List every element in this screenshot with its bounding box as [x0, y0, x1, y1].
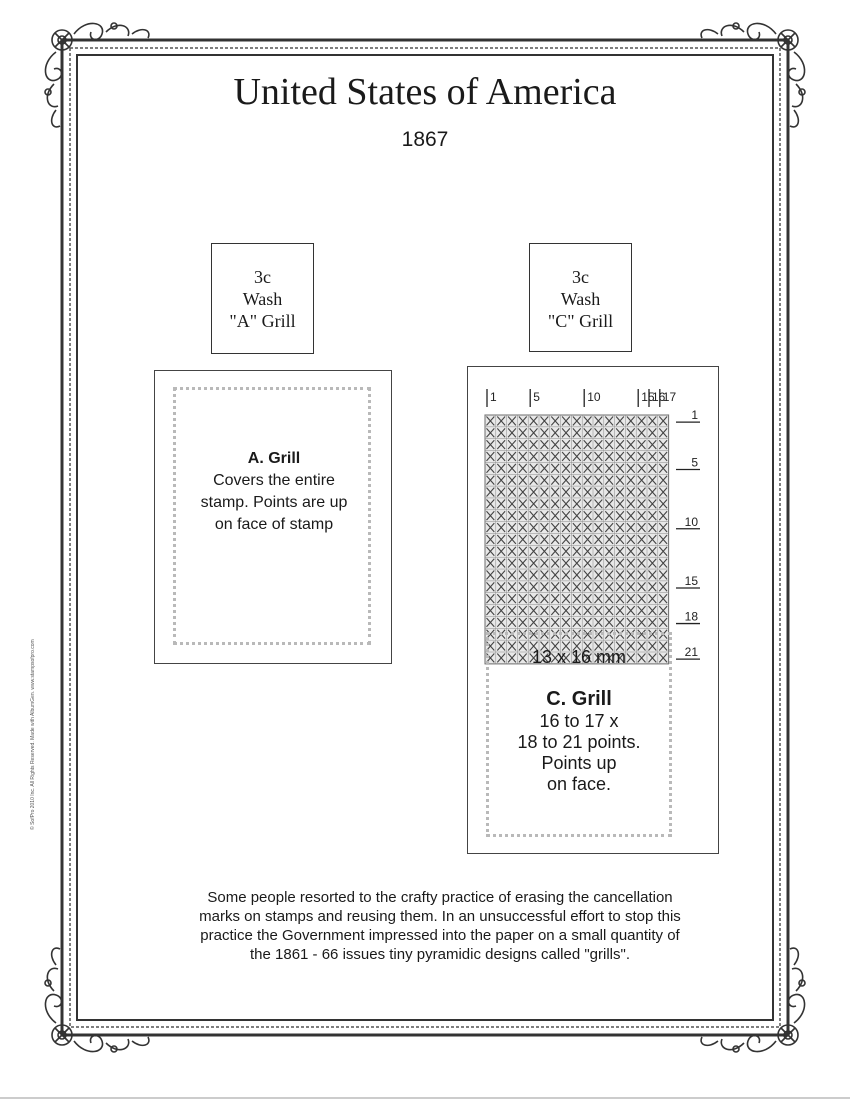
paragraph-line: marks on stamps and reusing them. In an unsuccessful effort to stop this [199, 908, 681, 925]
grill-history-paragraph [150, 888, 730, 964]
stamp-c-label-box [529, 243, 632, 352]
row-mark-label: 1 [691, 408, 698, 423]
column-mark-label: 1 [490, 390, 497, 404]
stamp-c-description [486, 687, 672, 795]
stamp-c-grill-type: "C" Grill [547, 311, 614, 331]
stamp-c-desc-line: Points up [541, 753, 617, 773]
stamp-c-desc-line: 18 to 21 points. [517, 732, 641, 752]
column-mark-label: 5 [533, 390, 540, 404]
column-mark-label: 17 [662, 390, 677, 404]
stamp-c-size: 13 x 16 mm [531, 647, 627, 667]
stamp-c-subject: Wash [560, 289, 601, 309]
stamp-a-desc-title: A. Grill [247, 450, 301, 467]
stamp-c-desc-title: C. Grill [546, 688, 612, 710]
copyright-notice: © SofPro 2010 Inc. All Rights Reserved. Made with AlbumGen. www.stampsofpro.com [30, 639, 36, 830]
row-mark-label: 18 [684, 609, 698, 624]
stamp-a-grill-type: "A" Grill [229, 311, 296, 331]
stamp-a-denomination: 3c [254, 267, 271, 287]
row-mark-label: 5 [691, 455, 698, 470]
stamp-c-mount-frame[interactable] [467, 366, 719, 854]
column-mark-label: 16 [652, 390, 666, 404]
stamp-a-description [155, 448, 393, 536]
row-mark-label: 15 [684, 574, 698, 589]
paragraph-line: practice the Government impressed into the paper on a small quantity of [200, 927, 680, 944]
column-mark-label: 10 [587, 390, 601, 404]
stamp-a-desc-line: on face of stamp [214, 516, 334, 533]
paragraph-line: Some people resorted to the crafty practice of erasing the cancellation [207, 889, 673, 906]
stamp-c-desc-line: on face. [546, 774, 612, 794]
page-title: United States of America [233, 71, 617, 113]
stamp-c-denomination: 3c [572, 267, 589, 287]
stamp-a-mount-frame[interactable] [154, 370, 392, 664]
issue-year: 1867 [401, 128, 449, 151]
stamp-c-desc-line: 16 to 17 x [539, 711, 619, 731]
stamp-a-desc-line: stamp. Points are up [200, 494, 348, 511]
paragraph-line: the 1861 - 66 issues tiny pyramidic designs called "grills". [250, 946, 630, 963]
column-mark-label: 15 [641, 390, 655, 404]
stamp-a-label-box [211, 243, 314, 354]
row-mark-label: 10 [684, 514, 698, 529]
stamp-a-desc-line: Covers the entire [213, 472, 335, 489]
stamp-a-subject: Wash [242, 289, 283, 309]
row-mark-label: 21 [684, 645, 698, 660]
